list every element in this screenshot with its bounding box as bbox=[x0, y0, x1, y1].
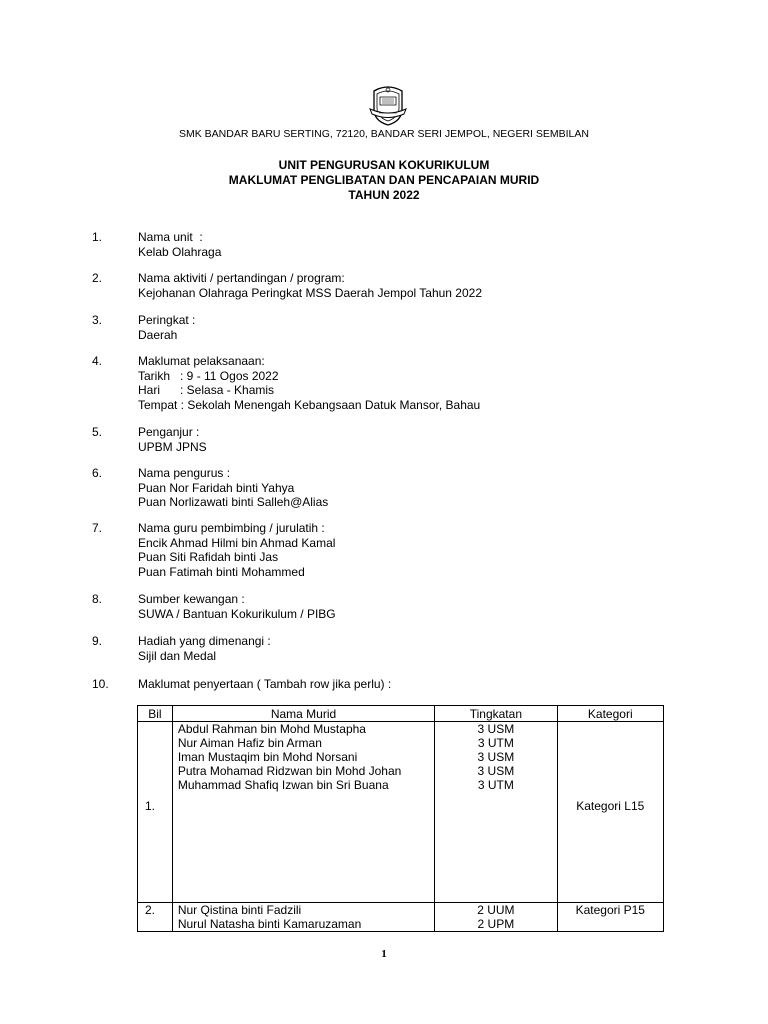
item-value: Encik Ahmad Hilmi bin Ahmad Kamal bbox=[138, 535, 336, 550]
row-bil: 2. bbox=[145, 903, 156, 917]
school-crest-logo bbox=[368, 83, 408, 127]
row-bil: 1. bbox=[145, 799, 156, 813]
item-penganjur bbox=[138, 425, 207, 454]
student-name: Muhammad Shafiq Izwan bin Sri Buana bbox=[177, 778, 389, 792]
row-kategori-cell bbox=[557, 722, 663, 903]
item-value: Kejohanan Olahraga Peringkat MSS Daerah Jempol Tahun 2022 bbox=[138, 285, 483, 300]
document-title-main: MAKLUMAT PENGLIBATAN DAN PENCAPAIAN MURID bbox=[228, 173, 540, 187]
row-kategori: Kategori L15 bbox=[576, 799, 645, 813]
table-row bbox=[138, 903, 664, 932]
column-header-tingkatan: Tingkatan bbox=[435, 706, 557, 722]
item-number: 5. bbox=[92, 425, 103, 439]
student-name: Putra Mohamad Ridzwan bin Mohd Johan bbox=[177, 764, 402, 778]
participation-table bbox=[137, 705, 664, 932]
item-nama-unit bbox=[138, 230, 221, 259]
row-kategori: Kategori P15 bbox=[575, 903, 645, 917]
item-value: Puan Norlizawati binti Salleh@Alias bbox=[138, 495, 329, 509]
item-nama-pengurus bbox=[138, 466, 328, 510]
student-tingkatan: 2 UUM bbox=[477, 903, 515, 917]
item-value: Puan Siti Rafidah binti Jas bbox=[138, 550, 279, 564]
item-value: Sijil dan Medal bbox=[138, 648, 217, 663]
row-tingkatan-cell bbox=[435, 722, 557, 903]
item-number: 3. bbox=[92, 313, 103, 327]
item-label: Nama pengurus : bbox=[138, 466, 231, 480]
item-number: 9. bbox=[92, 634, 103, 648]
item-tarikh: Tarikh : 9 - 11 Ogos 2022 bbox=[138, 368, 279, 383]
item-peringkat bbox=[138, 313, 195, 342]
item-tempat: Tempat : Sekolah Menengah Kebangsaan Datuk Mansor, Bahau bbox=[138, 397, 481, 412]
row-names-cell bbox=[172, 903, 434, 932]
table-header-row bbox=[138, 706, 664, 722]
item-number: 8. bbox=[92, 592, 103, 606]
student-name: Nur Aiman Hafiz bin Arman bbox=[177, 736, 322, 750]
row-bil-cell bbox=[138, 722, 173, 903]
item-value: Puan Fatimah binti Mohammed bbox=[138, 564, 305, 579]
page-number: 1 bbox=[381, 948, 387, 960]
student-name: Nur Qistina binti Fadzili bbox=[177, 903, 302, 917]
item-value: Kelab Olahraga bbox=[138, 244, 222, 259]
row-bil-cell bbox=[138, 903, 173, 932]
student-tingkatan: 3 USM bbox=[477, 764, 515, 778]
item-label: Sumber kewangan : bbox=[138, 592, 245, 606]
item-value: Puan Nor Faridah binti Yahya bbox=[138, 480, 295, 495]
student-tingkatan: 3 UTM bbox=[477, 778, 514, 792]
document-title-year: TAHUN 2022 bbox=[348, 188, 420, 202]
row-names-cell bbox=[172, 722, 434, 903]
item-value: UPBM JPNS bbox=[138, 439, 207, 454]
item-guru-pembimbing bbox=[138, 521, 335, 579]
item-number: 10. bbox=[92, 677, 109, 691]
document-title-unit: UNIT PENGURUSAN KOKURIKULUM bbox=[278, 158, 490, 172]
column-header-nama-murid: Nama Murid bbox=[172, 706, 434, 722]
item-maklumat-penyertaan bbox=[138, 677, 391, 692]
item-number: 2. bbox=[92, 271, 103, 285]
item-label: Nama unit : bbox=[138, 230, 203, 244]
item-hadiah bbox=[138, 634, 271, 663]
item-sumber-kewangan bbox=[138, 592, 336, 621]
row-tingkatan-cell bbox=[435, 903, 557, 932]
column-header-bil: Bil bbox=[138, 706, 173, 722]
item-nama-aktiviti bbox=[138, 271, 482, 300]
item-number: 6. bbox=[92, 466, 103, 480]
item-value: Daerah bbox=[138, 327, 178, 342]
item-label: Hadiah yang dimenangi : bbox=[138, 634, 271, 648]
item-number: 4. bbox=[92, 354, 103, 368]
item-label: Penganjur : bbox=[138, 425, 200, 439]
student-name: Nurul Natasha binti Kamaruzaman bbox=[177, 917, 362, 931]
item-label: Maklumat penyertaan ( Tambah row jika perlu) : bbox=[138, 677, 392, 691]
school-address-line: SMK BANDAR BARU SERTING, 72120, BANDAR SERI JEMPOL, NEGERI SEMBILAN bbox=[178, 128, 589, 140]
item-label: Maklumat pelaksanaan: bbox=[138, 354, 265, 368]
student-name: Iman Mustaqim bin Mohd Norsani bbox=[177, 750, 358, 764]
table-row bbox=[138, 722, 664, 903]
item-number: 7. bbox=[92, 521, 103, 535]
item-number: 1. bbox=[92, 230, 103, 244]
row-kategori-cell bbox=[557, 903, 663, 932]
student-tingkatan: 2 UPM bbox=[477, 917, 515, 931]
item-hari: Hari : Selasa - Khamis bbox=[138, 383, 275, 397]
student-tingkatan: 3 UTM bbox=[477, 736, 514, 750]
item-value: SUWA / Bantuan Kokurikulum / PIBG bbox=[138, 606, 336, 621]
student-tingkatan: 3 USM bbox=[477, 722, 515, 736]
student-name: Abdul Rahman bin Mohd Mustapha bbox=[177, 722, 366, 736]
item-label: Peringkat : bbox=[138, 313, 196, 327]
item-maklumat-pelaksanaan bbox=[138, 354, 480, 412]
student-tingkatan: 3 USM bbox=[477, 750, 515, 764]
column-header-kategori: Kategori bbox=[557, 706, 663, 722]
item-label: Nama guru pembimbing / jurulatih : bbox=[138, 521, 325, 535]
item-label: Nama aktiviti / pertandingan / program: bbox=[138, 271, 345, 285]
